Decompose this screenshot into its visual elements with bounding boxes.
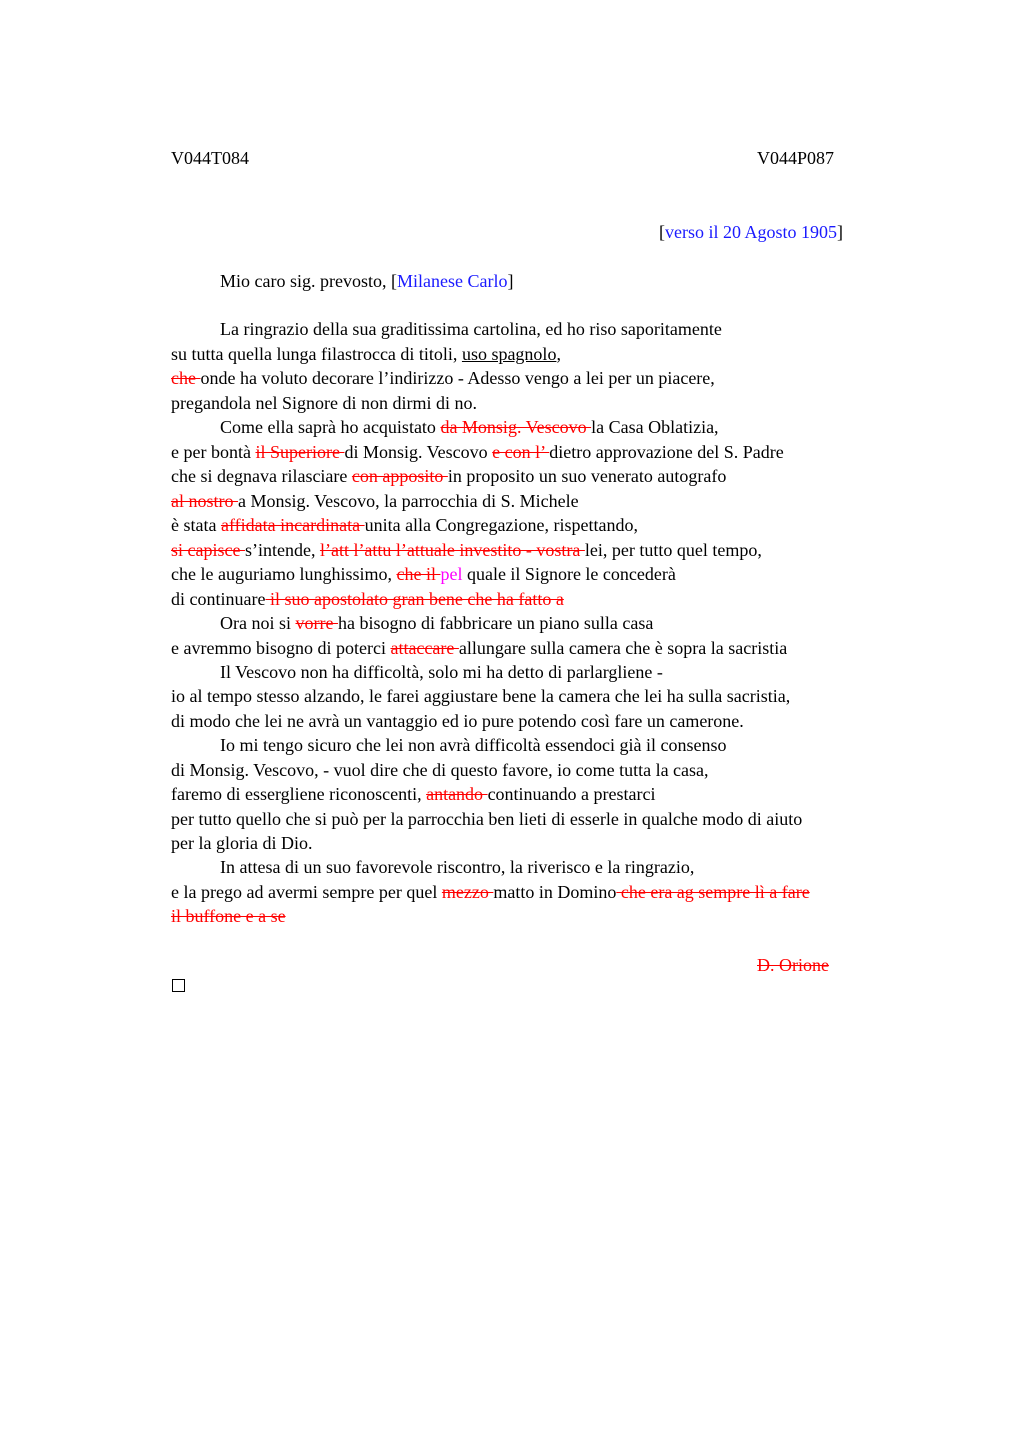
line-text: onde ha voluto decorare l’indirizzo - Adesso vengo a lei per un piacere,: [200, 368, 715, 388]
struck-text: affidata incardinata: [220, 515, 365, 535]
date-text: verso il 20 Agosto 1905: [665, 222, 838, 242]
line-text: io al tempo stesso alzando, le farei aggiustare bene la camera che lei ha sulla sacristia,: [171, 686, 791, 706]
struck-text: da Monsig. Vescovo: [440, 417, 592, 437]
document-code-left: V044T084: [171, 148, 249, 168]
letter-line: [220, 317, 722, 342]
line-text: unita alla Congregazione, rispettando,: [364, 515, 638, 535]
letter-line: [220, 611, 653, 636]
salutation-bracket-close: ]: [507, 271, 514, 291]
struck-text: al nostro: [171, 491, 238, 511]
line-text: dietro approvazione del S. Padre: [549, 442, 784, 462]
line-text: La ringrazio della sua graditissima cartolina, ed ho riso saporitamente: [220, 319, 722, 339]
recipient-name: Milanese Carlo: [396, 271, 508, 291]
letter-line: [171, 758, 709, 783]
salutation-text: Mio caro sig. prevosto, [: [220, 271, 397, 291]
line-text: la Casa Oblatizia,: [591, 417, 719, 437]
date-bracket-open: [: [659, 222, 665, 242]
line-text: continuando a prestarci: [487, 784, 656, 804]
line-text: In attesa di un suo favorevole riscontro, la riverisco e la ringrazio,: [220, 857, 695, 877]
letter-line: [171, 562, 676, 587]
line-text: che le auguriamo lunghissimo,: [171, 564, 397, 584]
letter-line: [171, 831, 312, 856]
document-code-right: V044P087: [757, 148, 835, 168]
line-text: di continuare: [171, 589, 266, 609]
struck-text: si capisce: [171, 540, 245, 560]
line-text: matto in Domino: [493, 882, 617, 902]
line-text: e la prego ad avermi sempre per quel: [171, 882, 442, 902]
signature: D. Orione: [757, 955, 829, 975]
struck-text: attaccare: [390, 638, 459, 658]
line-text: allungare sulla camera che è sopra la sacristia: [458, 638, 788, 658]
letter-line: [220, 660, 663, 685]
letter-line: [171, 636, 787, 661]
date-note: [659, 220, 843, 244]
salutation: [220, 269, 513, 293]
line-text: lei, per tutto quel tempo,: [584, 540, 762, 560]
inserted-text: pel: [440, 564, 463, 584]
line-text: pregandola nel Signore di non dirmi di no.: [171, 393, 477, 413]
line-text: e per bontà: [171, 442, 256, 462]
line-text: a Monsig. Vescovo, la parrocchia di S. Michele: [238, 491, 579, 511]
letter-line: [171, 807, 802, 832]
letter-line: [220, 733, 727, 758]
struck-text: che: [171, 368, 201, 388]
struck-text: che era ag sempre lì a fare: [616, 882, 810, 902]
struck-text: vorre: [295, 613, 338, 633]
line-text: Io mi tengo sicuro che lei non avrà difficoltà essendoci già il consenso: [220, 735, 727, 755]
struck-text: il buffone e a se: [171, 906, 286, 926]
letter-line: [171, 904, 286, 929]
line-text: per la gloria di Dio.: [171, 833, 313, 853]
struck-text: il Superiore: [255, 442, 345, 462]
letter-line: [171, 709, 744, 734]
letter-line: [171, 366, 715, 391]
line-text: e avremmo bisogno di poterci: [171, 638, 391, 658]
line-text: Come ella saprà ho acquistato: [220, 417, 441, 437]
letter-line: [171, 513, 638, 538]
line-text: Ora noi si: [220, 613, 296, 633]
line-text: su tutta quella lunga filastrocca di titoli,: [171, 344, 462, 364]
struck-text: l’att l’attu l’attuale investito - vostra: [319, 540, 585, 560]
line-text: che si degnava rilasciare: [171, 466, 352, 486]
letter-line: [171, 538, 762, 563]
line-text: di Monsig. Vescovo: [344, 442, 493, 462]
letter-line: [171, 464, 726, 489]
letter-line: [171, 587, 564, 612]
letter-line: [171, 880, 810, 905]
letter-line: [220, 415, 719, 440]
line-text: quale il Signore le concederà: [462, 564, 676, 584]
letter-line: [171, 782, 656, 807]
line-text: s’intende,: [244, 540, 320, 560]
line-text: ha bisogno di fabbricare un piano sulla casa: [337, 613, 654, 633]
struck-text: e con l’: [492, 442, 550, 462]
line-text: di Monsig. Vescovo, - vuol dire che di questo favore, io come tutta la casa,: [171, 760, 709, 780]
line-text: Il Vescovo non ha difficoltà, solo mi ha detto di parlargliene -: [220, 662, 663, 682]
line-text: è stata: [171, 515, 221, 535]
struck-text: il suo apostolato gran bene che ha fatto a: [265, 589, 564, 609]
letter-line: [171, 489, 579, 514]
struck-text: con apposito: [351, 466, 448, 486]
underlined-text: uso spagnolo: [461, 344, 557, 364]
line-text: per tutto quello che si può per la parrocchia ben lieti di esserle in qualche modo di aiuto: [171, 809, 803, 829]
letter-line: [171, 684, 790, 709]
struck-text: che il: [396, 564, 441, 584]
letter-line: [171, 391, 477, 416]
letter-line: [171, 440, 784, 465]
date-bracket-close: ]: [837, 222, 844, 242]
line-text: ,: [556, 344, 561, 364]
struck-text: mezzo: [441, 882, 494, 902]
line-text: di modo che lei ne avrà un vantaggio ed io pure potendo così fare un camerone.: [171, 711, 744, 731]
letter-line: [220, 855, 694, 880]
letter-line: [171, 342, 561, 367]
struck-text: antando: [426, 784, 488, 804]
line-text: in proposito un suo venerato autografo: [447, 466, 727, 486]
end-mark-box: [172, 979, 185, 992]
line-text: faremo di essergliene riconoscenti,: [171, 784, 427, 804]
